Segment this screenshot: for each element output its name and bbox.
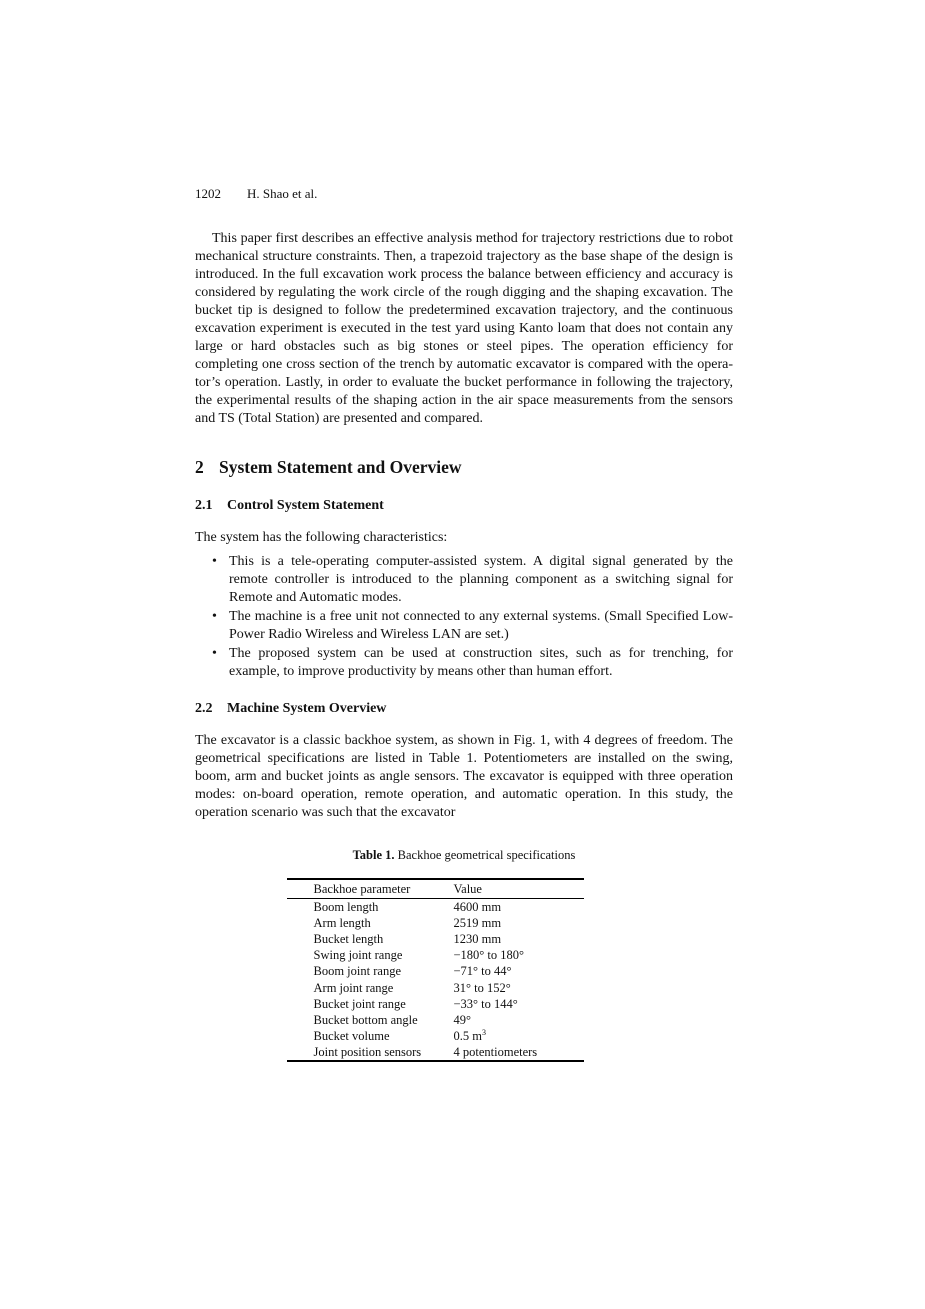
list-item-text: The proposed system can be used at construction sites, such as for trenching, for example, to improve productivity by means other than human effort. bbox=[229, 646, 733, 679]
value-cell: 31° to 152° bbox=[453, 980, 511, 995]
table-row bbox=[287, 899, 584, 916]
running-header bbox=[195, 184, 733, 204]
bullet-dot: • bbox=[212, 554, 217, 569]
parameter-cell: Bucket volume bbox=[313, 1028, 390, 1043]
subsection-number: 2.1 bbox=[195, 498, 213, 513]
list-item-text: This is a tele-operating computer-assisted system. A digital signal generated by the remote controller is introduced to the planning component as a switching signal for Remote and Automatic modes. bbox=[229, 554, 733, 605]
value-cell: 1230 mm bbox=[453, 932, 502, 947]
value-cell: 4600 mm bbox=[453, 900, 502, 915]
table-row bbox=[287, 931, 584, 947]
bullet-dot: • bbox=[212, 609, 217, 624]
table-row bbox=[287, 1044, 584, 1061]
characteristics-lead: The system has the following characteristics: bbox=[195, 530, 448, 545]
unit-exponent: 3 bbox=[481, 1027, 486, 1037]
subsection-title: Machine System Overview bbox=[227, 701, 387, 716]
parameter-cell: Boom joint range bbox=[313, 964, 401, 979]
value-cell: −33° to 144° bbox=[453, 996, 518, 1011]
list-item bbox=[195, 645, 733, 681]
parameter-cell: Bucket length bbox=[313, 932, 384, 947]
parameter-cell: Boom length bbox=[313, 900, 379, 915]
list-item bbox=[195, 608, 733, 644]
value-cell: 2519 mm bbox=[453, 916, 502, 931]
value-cell: −71° to 44° bbox=[453, 964, 512, 979]
section-number: 2 bbox=[195, 457, 204, 477]
page-number: 1202 bbox=[195, 186, 221, 201]
value-cell bbox=[454, 1028, 584, 1044]
parameter-cell: Arm joint range bbox=[313, 980, 394, 995]
table-row bbox=[287, 915, 584, 931]
table-caption-text: Backhoe geometrical specifications bbox=[397, 848, 576, 862]
subsection-heading bbox=[195, 497, 733, 515]
column-header: Value bbox=[453, 882, 482, 896]
table-row bbox=[287, 1012, 584, 1028]
intro-paragraph: This paper first describes an effective analysis method for trajectory restrictions due to robot mechanical structure constraints. Then, a trapezoid trajectory as the base shape of the design is introduced. In the full excavation work process the balance between efficiency and accuracy is considered by regulating the work circle of the rough digging and the shaping excavation. The bucket tip is designed to follow the predetermined excavation trajectory, and the continuous excavation experiment is executed in the test yard using Kanto loam that does not contain any large or hard obstacles such as big stones or steel pipes. The operation efficiency for completing one cross section of the trench by automatic excavator is compared with the operator’s operation. Lastly, in order to evaluate the bucket performance in following the trajectory, the experimental results of the shaping action in the air space measurements from the sensors and TS (Total Station) are presented and compared. bbox=[195, 231, 733, 426]
characteristics-list bbox=[195, 553, 733, 681]
value-cell: 49° bbox=[453, 1012, 471, 1027]
parameter-cell: Joint position sensors bbox=[313, 1044, 422, 1059]
table-header-row bbox=[287, 879, 584, 899]
section-heading bbox=[195, 456, 733, 478]
value-cell: −180° to 180° bbox=[453, 948, 525, 963]
parameter-cell: Arm length bbox=[313, 916, 371, 931]
table-caption bbox=[195, 847, 733, 863]
subsection-number: 2.2 bbox=[195, 701, 213, 716]
overview-paragraph: The excavator is a classic backhoe system, as shown in Fig. 1, with 4 degrees of freedom. The geometrical specifications are listed in Table 1. Potentiometers are installed on the swing, boom, arm and bucket joints as angle sensors. The excavator is equipped with three operation modes: on-board operation, remote operation, and automatic operation. In this study, the operation scenario was such that the excavator bbox=[195, 733, 733, 820]
parameter-cell: Bucket bottom angle bbox=[313, 1012, 418, 1027]
table-row bbox=[287, 947, 584, 963]
paper-page bbox=[195, 184, 733, 1062]
subsection-title: Control System Statement bbox=[227, 498, 384, 513]
value-cell: 4 potentiometers bbox=[453, 1044, 538, 1059]
running-authors: H. Shao et al. bbox=[247, 186, 318, 201]
table-row bbox=[287, 1028, 584, 1044]
section-title: System Statement and Overview bbox=[219, 457, 462, 477]
volume-value: 0.5 m bbox=[453, 1028, 482, 1043]
specifications-table bbox=[287, 878, 584, 1062]
list-item-text: The machine is a free unit not connected to any external systems. (Small Specified Low-Power Radio Wireless and Wireless LAN are set.) bbox=[229, 609, 733, 642]
table-row bbox=[287, 980, 584, 996]
table-label: Table 1. bbox=[352, 848, 395, 862]
parameter-cell: Bucket joint range bbox=[313, 996, 406, 1011]
subsection-heading bbox=[195, 700, 733, 718]
list-item bbox=[195, 553, 733, 607]
bullet-dot: • bbox=[212, 646, 217, 661]
parameter-cell: Swing joint range bbox=[313, 948, 403, 963]
table-row bbox=[287, 996, 584, 1012]
column-header: Backhoe parameter bbox=[313, 882, 411, 896]
table-row bbox=[287, 963, 584, 979]
